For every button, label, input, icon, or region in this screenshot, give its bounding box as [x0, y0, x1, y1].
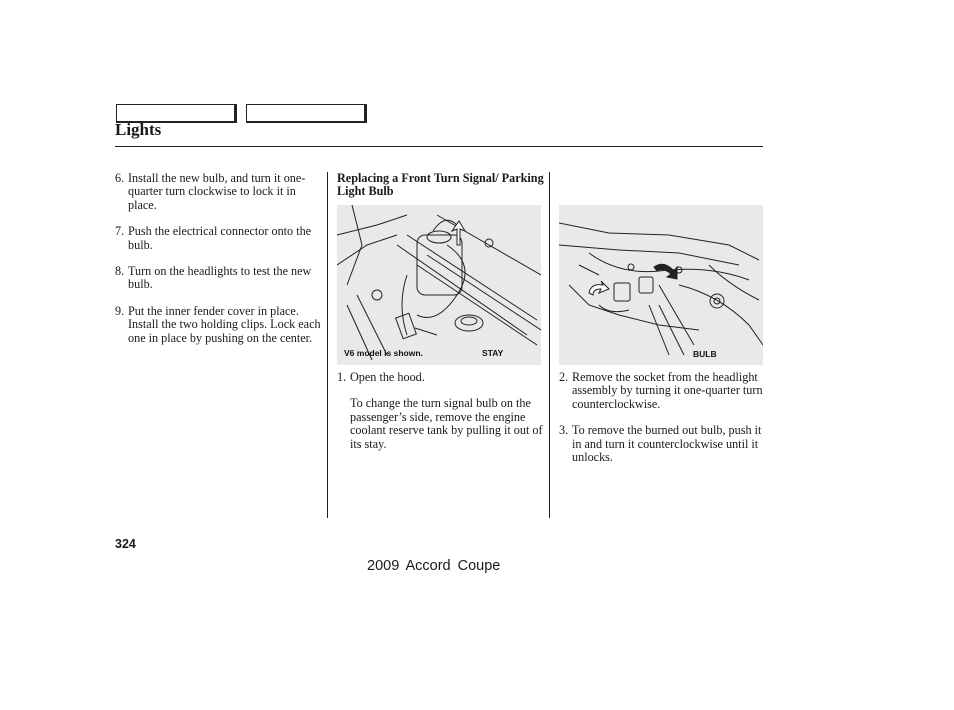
- step-text: Push the electrical connector onto the bulb.: [128, 224, 312, 252]
- step-text: To remove the burned out bulb, push it in and turn it counterclockwise until it unlocks.: [572, 423, 762, 465]
- step-number: 1.: [337, 370, 347, 384]
- coolant-tank-illustration: [337, 205, 541, 365]
- title-rule: [115, 146, 763, 147]
- column-divider-1: [327, 172, 328, 518]
- step-number: 9.: [115, 303, 125, 318]
- step-item: [115, 265, 325, 292]
- step-number: 2.: [559, 370, 569, 384]
- column-divider-2: [549, 172, 550, 518]
- step-item: [115, 225, 325, 252]
- step-item: [115, 172, 325, 212]
- page-number: 324: [115, 537, 136, 551]
- stay-label: STAY: [482, 348, 504, 358]
- step-item: [115, 305, 325, 345]
- step-text: Put the inner fender cover in place. Install the two holding clips. Lock each one in place by pushing on the center.: [128, 303, 321, 345]
- step-number: 6.: [115, 171, 125, 185]
- column-2: [337, 371, 543, 464]
- step-text: Turn on the headlights to test the new bulb.: [128, 264, 312, 292]
- bulb-label: BULB: [693, 349, 717, 359]
- column-1: [115, 172, 325, 358]
- step-item: [559, 424, 769, 464]
- step-text: Open the hood.: [350, 370, 425, 384]
- step-number: 7.: [115, 224, 125, 239]
- step-number: 3.: [559, 423, 569, 438]
- figure-caption: V6 model is shown.: [344, 348, 423, 358]
- engine-bay-drawing: [337, 205, 541, 365]
- headlight-socket-illustration: [559, 205, 763, 365]
- step-number: 8.: [115, 264, 125, 279]
- nav-tab-box-2[interactable]: [246, 104, 367, 123]
- page-title: Lights: [115, 120, 162, 139]
- model-footer: 2009 Accord Coupe: [367, 558, 501, 574]
- step-item: [337, 371, 543, 451]
- headlight-drawing: [559, 205, 763, 365]
- step-text: Install the new bulb, and turn it one-quarter turn clockwise to lock it in place.: [128, 171, 306, 212]
- section-heading: Replacing a Front Turn Signal/ Parking Light Bulb: [337, 171, 544, 199]
- step-subtext: To change the turn signal bulb on the passenger’s side, remove the engine coolant reserve tank by pulling it out of its stay.: [350, 396, 543, 451]
- step-text: Remove the socket from the headlight assembly by turning it one-quarter turn counterclockwise.: [572, 370, 763, 411]
- step-item: [559, 371, 769, 411]
- column-3: [559, 371, 769, 477]
